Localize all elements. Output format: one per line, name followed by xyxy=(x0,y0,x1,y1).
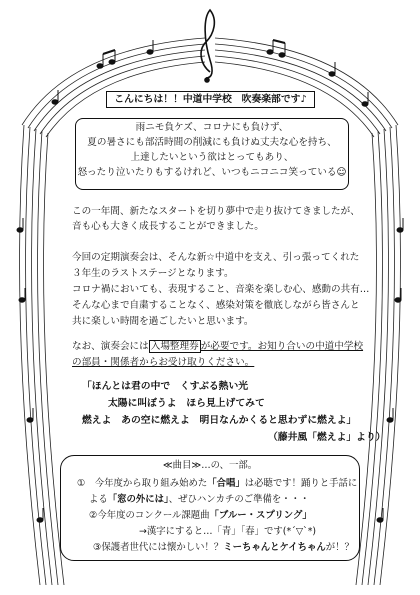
song-item-2: ②今年度のコンクール課題曲「ブルー・スプリング」 xyxy=(89,510,312,521)
music-note-icon xyxy=(377,218,403,522)
verse-box xyxy=(75,118,349,190)
song-item-2-cont: →漢字にすると…「青」「春」です(*´▽`*) xyxy=(139,526,317,537)
music-note-icon xyxy=(52,90,58,104)
verse-line: 上達したいという欲はとってもあり、 xyxy=(130,152,294,163)
ticket-notice-line2: の部員・関係者からお受け取りください。 xyxy=(72,357,255,368)
lyric-line: 太陽に叫ぼうよ ほら見上げてみて xyxy=(108,398,265,409)
para2-line: ３年生のラストステージとなります。 xyxy=(72,268,234,279)
smile-icon: ☺ xyxy=(336,167,347,178)
verse-line: 怒ったり泣いたりもするけれど、いつもニコニコ笑っている☺ xyxy=(77,167,347,178)
song-item-1-cont: よる「窓の外には」、ぜひハンカチのご準備を・・・ xyxy=(89,494,310,505)
song-item-3: ③保護者世代には懐かしい！？ミーちゃんとケイちゃんが！？ xyxy=(93,542,354,553)
para2-line: 共に楽しい時間を過ごしたいと思います。 xyxy=(72,316,254,327)
treble-clef-icon xyxy=(201,10,214,82)
songs-heading: ≪曲目≫…の、一部。 xyxy=(162,460,258,471)
verse-line: 雨ニモ負ケズ、コロナにも負けず、 xyxy=(135,122,289,133)
ticket-notice: なお、演奏会には 入場整理券 が必要です。お知り合いの中道中学校 xyxy=(72,341,364,352)
lyric-line: 「ほんとは君の中で くすぶる熱い光 xyxy=(82,381,249,392)
ticket-highlight: 入場整理券 xyxy=(150,341,199,352)
verse-line: 夏の暑さにも部活時間の削減にも負けぬ丈夫な心を持ち、 xyxy=(87,137,337,148)
para2-line: コロナ禍においても、表現すること、音楽を楽しむ心、感動の共有… xyxy=(72,284,370,295)
song-item-1: ① 今年度から取り組み始めた「合唱」は必聴です！踊りと手話に xyxy=(77,478,358,489)
para1-line: 音も心も大きく成長することができました。 xyxy=(72,221,264,232)
para2-line: そんな心まで自粛することなく、感染対策を徹底しながら皆さんと xyxy=(72,300,360,311)
para1-line: この一年間、新たなスタートを切り夢中で走り抜けてきましたが、 xyxy=(72,206,360,217)
songs-box xyxy=(60,455,360,561)
music-note-icon xyxy=(17,218,43,522)
lyric-line: 燃えよ あの空に燃えよ 明日なんかくると思わずに燃えよ」 xyxy=(82,415,357,426)
lyric-credit: （藤井風「燃えよ」より） xyxy=(268,432,386,443)
music-note-icon xyxy=(329,62,335,76)
para2-line: 今回の定期演奏会は、そんな新☆中道中を支え、引っ張ってくれた xyxy=(72,252,360,263)
music-note-icon xyxy=(147,40,153,54)
page-title: こんにちは！！中道中学校 吹奏楽部です♪ xyxy=(106,91,315,108)
